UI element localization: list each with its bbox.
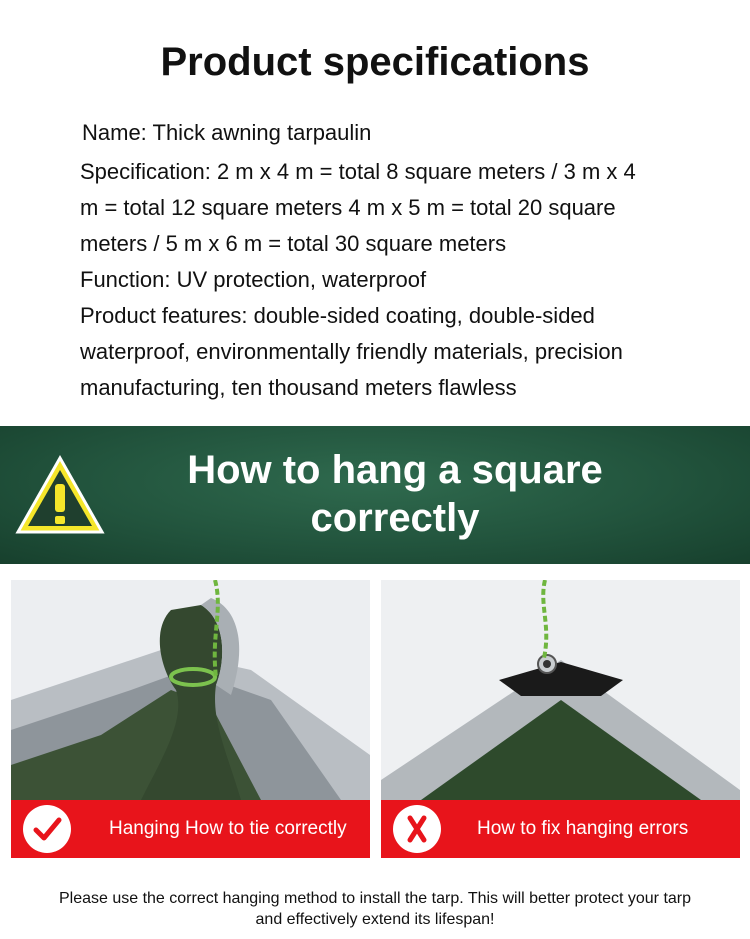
banner-heading-line: correctly [310,496,480,540]
spec-line: Specification: 2 m x 4 m = total 8 square meters / 3 m x 4 [80,159,636,184]
spec-name-line: Name: Thick awning tarpaulin [82,120,372,145]
spec-line: Function: UV protection, waterproof [80,267,427,292]
correct-hanging-photo [11,580,370,800]
spec-details [80,154,720,406]
check-icon [23,805,71,853]
correct-method-bar [11,800,370,858]
spec-line: m = total 12 square meters 4 m x 5 m = total 20 square [80,195,616,220]
wrong-method-bar [381,800,740,858]
page-title: Product specifications [160,40,590,84]
spec-line: waterproof, environmentally friendly materials, precision [80,339,623,364]
banner-heading [140,446,650,542]
footer-line: and effectively extend its lifespan! [255,911,495,928]
footer-line: Please use the correct hanging method to install the tarp. This will better protect your tarp [58,890,692,907]
wrong-hanging-photo [381,580,740,800]
spec-line: manufacturing, ten thousand meters flawless [80,375,517,400]
wrong-method-label: How to fix hanging errors [477,818,689,839]
footer-note [0,888,750,930]
banner-heading-line: How to hang a square [187,448,603,492]
spec-line: Product features: double-sided coating, double-sided [80,303,595,328]
cross-icon [393,805,441,853]
correct-method-label: Hanging How to tie correctly [109,818,347,839]
warning-triangle-icon [14,454,106,536]
spec-line: meters / 5 m x 6 m = total 30 square meters [80,231,507,256]
